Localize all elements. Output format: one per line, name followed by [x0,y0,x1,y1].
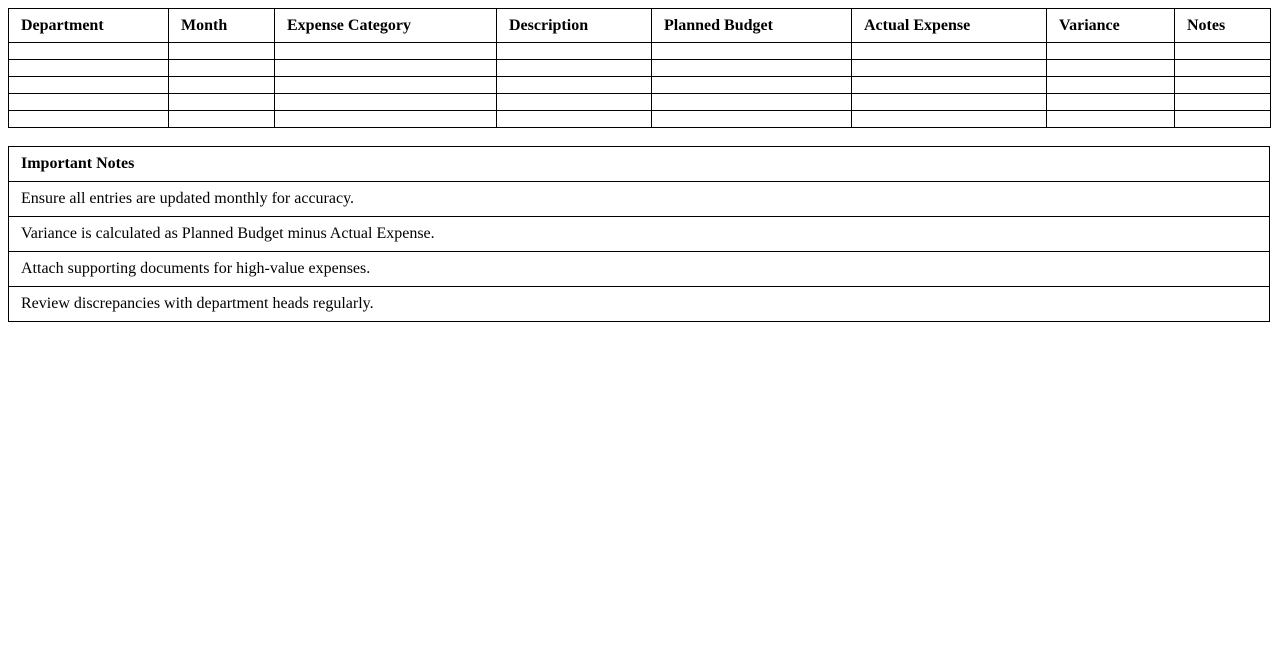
table-row [9,77,1271,94]
table-cell[interactable] [275,60,497,77]
note-row [9,287,1270,322]
note-row [9,217,1270,252]
table-cell[interactable] [9,94,169,111]
table-cell[interactable] [169,43,275,60]
table-row [9,60,1271,77]
table-cell[interactable] [852,77,1047,94]
header-description: Description [497,9,652,43]
important-notes-table [8,146,1270,322]
header-row [9,9,1271,43]
table-row [9,111,1271,128]
header-actual-expense: Actual Expense [852,9,1047,43]
expense-table [8,8,1271,128]
note-item: Attach supporting documents for high-value expenses. [9,252,1270,287]
table-cell[interactable] [1175,60,1271,77]
note-row [9,182,1270,217]
header-notes: Notes [1175,9,1271,43]
table-cell[interactable] [9,43,169,60]
document-body [8,8,1270,322]
table-row [9,43,1271,60]
note-item: Review discrepancies with department heads regularly. [9,287,1270,322]
table-cell[interactable] [852,60,1047,77]
header-department: Department [9,9,169,43]
table-cell[interactable] [1047,43,1175,60]
table-cell[interactable] [652,77,852,94]
table-cell[interactable] [275,77,497,94]
table-cell[interactable] [652,111,852,128]
note-row [9,252,1270,287]
table-cell[interactable] [1175,94,1271,111]
table-cell[interactable] [1047,111,1175,128]
table-cell[interactable] [497,60,652,77]
table-cell[interactable] [497,43,652,60]
table-cell[interactable] [275,43,497,60]
table-cell[interactable] [169,77,275,94]
table-cell[interactable] [169,111,275,128]
table-cell[interactable] [1175,43,1271,60]
note-item: Variance is calculated as Planned Budget minus Actual Expense. [9,217,1270,252]
table-cell[interactable] [9,111,169,128]
table-cell[interactable] [852,111,1047,128]
table-cell[interactable] [169,60,275,77]
important-notes-title: Important Notes [9,147,1270,182]
table-cell[interactable] [1175,111,1271,128]
table-cell[interactable] [652,60,852,77]
header-variance: Variance [1047,9,1175,43]
header-expense-category: Expense Category [275,9,497,43]
table-cell[interactable] [9,77,169,94]
table-cell[interactable] [852,94,1047,111]
header-month: Month [169,9,275,43]
table-cell[interactable] [497,94,652,111]
table-cell[interactable] [852,43,1047,60]
table-cell[interactable] [275,94,497,111]
table-cell[interactable] [652,43,852,60]
table-cell[interactable] [497,77,652,94]
table-cell[interactable] [169,94,275,111]
notes-header-row [9,147,1270,182]
table-cell[interactable] [1175,77,1271,94]
table-cell[interactable] [497,111,652,128]
table-cell[interactable] [9,60,169,77]
table-cell[interactable] [1047,94,1175,111]
table-cell[interactable] [652,94,852,111]
note-item: Ensure all entries are updated monthly for accuracy. [9,182,1270,217]
table-row [9,94,1271,111]
table-cell[interactable] [1047,77,1175,94]
table-cell[interactable] [1047,60,1175,77]
table-cell[interactable] [275,111,497,128]
header-planned-budget: Planned Budget [652,9,852,43]
